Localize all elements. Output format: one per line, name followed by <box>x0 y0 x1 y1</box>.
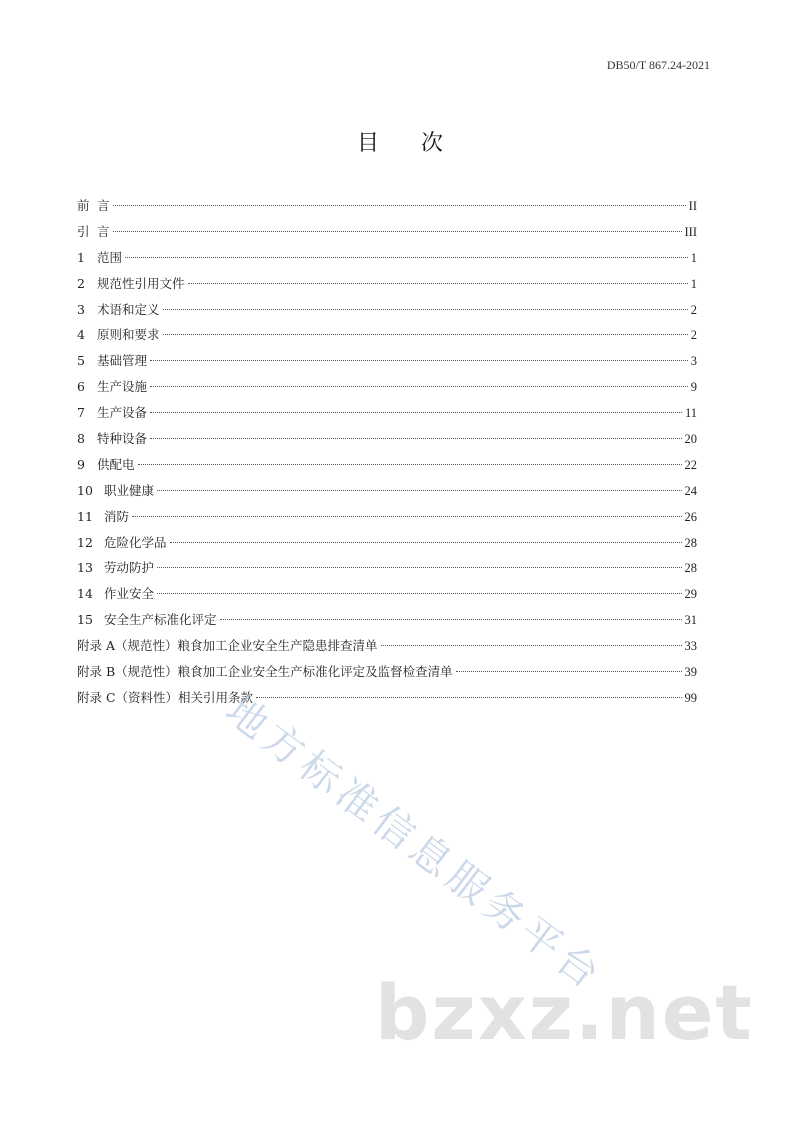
toc-entry-label <box>77 426 147 452</box>
toc-entry-text: 术语和定义 <box>97 301 160 317</box>
toc-entry-text: 附录 B（规范性）粮食加工企业安全生产标准化评定及监督检查清单 <box>77 664 453 680</box>
toc-entry-page: 2 <box>690 328 697 343</box>
toc-entry[interactable] <box>77 478 697 504</box>
toc-dot-leader <box>150 412 682 413</box>
watermark-logo: bzxz.net <box>375 968 754 1057</box>
toc-dot-leader <box>157 567 681 568</box>
toc-entry-page: 26 <box>684 509 697 524</box>
toc-entry-label <box>77 400 147 426</box>
toc-entry-text: 基础管理 <box>97 353 148 369</box>
toc-entry-number: 8 <box>77 431 85 447</box>
toc-entry-text: 供配电 <box>97 456 135 472</box>
toc-entry[interactable] <box>77 607 697 633</box>
toc-entry-text: 危险化学品 <box>104 534 167 550</box>
toc-entry-page: 28 <box>684 561 697 576</box>
toc-entry-text: 范围 <box>97 249 123 265</box>
toc-entry-label <box>77 348 147 374</box>
toc-dot-leader <box>157 490 681 491</box>
toc-entry-label <box>77 504 129 530</box>
toc-entry-number: 前 <box>77 198 90 213</box>
toc-dot-leader <box>150 360 688 361</box>
toc-dot-leader <box>113 231 682 232</box>
toc-entry-label <box>77 581 154 607</box>
toc-entry-number: 9 <box>77 456 85 472</box>
toc-entry[interactable] <box>77 659 697 685</box>
toc-entry-number: 15 <box>77 612 93 628</box>
toc-entry-number: 6 <box>77 379 85 395</box>
toc-dot-leader <box>163 309 688 310</box>
toc-entry-page: 28 <box>684 535 697 550</box>
toc-entry-text: 言 <box>97 223 110 239</box>
toc-entry[interactable] <box>77 193 697 219</box>
toc-title: 目次 <box>356 131 485 156</box>
toc-entry-text: 言 <box>97 198 110 213</box>
toc-entry-number: 7 <box>77 405 85 421</box>
toc-entry-page: 29 <box>684 587 697 602</box>
toc-entry[interactable] <box>77 504 697 530</box>
toc-dot-leader <box>170 542 682 543</box>
toc-entry-page: 22 <box>684 457 697 472</box>
toc-entry-number: 4 <box>77 327 85 343</box>
toc-entry-label <box>77 555 154 581</box>
toc-entry-label <box>77 607 217 633</box>
toc-entry-label <box>77 659 453 685</box>
toc-entry-page: 1 <box>690 276 697 291</box>
toc-dot-leader <box>150 386 688 387</box>
toc-entry-text: 附录 A（规范性）粮食加工企业安全生产隐患排查清单 <box>77 638 378 654</box>
toc-entry-label <box>77 530 167 556</box>
toc-entry-number: 1 <box>77 249 85 265</box>
toc-entry-page: 24 <box>684 483 697 498</box>
toc-dot-leader <box>125 257 688 258</box>
toc-entry[interactable] <box>77 685 697 711</box>
toc-entry-page: 2 <box>690 302 697 317</box>
watermark-text: 地方标准信息服务平台 <box>216 687 612 1001</box>
toc-entry-label <box>77 685 253 711</box>
toc-entry-label <box>77 297 160 323</box>
toc-entry-page: 20 <box>684 432 697 447</box>
toc-entry[interactable] <box>77 245 697 271</box>
toc-entry[interactable] <box>77 633 697 659</box>
toc-entry-label <box>77 452 135 478</box>
toc-entry-label <box>77 245 122 271</box>
toc-entry[interactable] <box>77 555 697 581</box>
toc-dot-leader <box>132 516 681 517</box>
toc-entry-label <box>77 478 154 504</box>
toc-list <box>77 193 697 711</box>
toc-entry-text: 原则和要求 <box>97 327 160 343</box>
toc-entry-page: 11 <box>684 406 697 421</box>
toc-entry-number: 10 <box>77 482 93 498</box>
toc-entry-page: 3 <box>690 354 697 369</box>
toc-dot-leader <box>113 205 686 206</box>
toc-entry[interactable] <box>77 348 697 374</box>
toc-entry-page: 39 <box>684 665 697 680</box>
toc-dot-leader <box>256 697 681 698</box>
toc-entry-label <box>77 219 110 245</box>
toc-entry-page: 1 <box>690 250 697 265</box>
toc-dot-leader <box>163 334 688 335</box>
toc-entry[interactable] <box>77 581 697 607</box>
toc-entry-number: 3 <box>77 301 85 317</box>
toc-entry[interactable] <box>77 374 697 400</box>
toc-entry-number: 13 <box>77 560 93 576</box>
toc-entry-page: 9 <box>690 380 697 395</box>
toc-entry[interactable] <box>77 219 697 245</box>
toc-entry-text: 生产设备 <box>97 405 148 421</box>
toc-dot-leader <box>150 438 681 439</box>
toc-dot-leader <box>157 593 681 594</box>
toc-entry-number: 14 <box>77 586 93 602</box>
toc-entry-label <box>77 633 378 659</box>
toc-dot-leader <box>138 464 682 465</box>
toc-entry-text: 特种设备 <box>97 431 148 447</box>
toc-entry-number: 引 <box>77 223 90 239</box>
toc-entry-number: 2 <box>77 275 85 291</box>
toc-entry-text: 作业安全 <box>104 586 155 602</box>
toc-entry-page: 99 <box>684 690 697 705</box>
toc-entry-page: 31 <box>684 613 697 628</box>
toc-entry[interactable] <box>77 271 697 297</box>
toc-entry[interactable] <box>77 452 697 478</box>
toc-entry[interactable] <box>77 400 697 426</box>
toc-entry-number: 5 <box>77 353 85 369</box>
toc-entry-label <box>77 271 185 297</box>
toc-entry-page: II <box>688 199 697 213</box>
toc-entry-text: 职业健康 <box>104 482 155 498</box>
toc-entry-text: 附录 C（资料性）相关引用条款 <box>77 689 254 705</box>
toc-entry[interactable] <box>77 426 697 452</box>
toc-entry-text: 安全生产标准化评定 <box>104 612 217 628</box>
toc-entry[interactable] <box>77 322 697 348</box>
toc-entry-text: 生产设施 <box>97 379 148 395</box>
toc-dot-leader <box>220 619 682 620</box>
toc-entry-number: 11 <box>77 508 93 524</box>
toc-dot-leader <box>188 283 688 284</box>
toc-entry-label <box>77 322 160 348</box>
toc-dot-leader <box>456 671 682 672</box>
toc-entry-page: 33 <box>684 639 697 654</box>
toc-entry-number: 12 <box>77 534 93 550</box>
toc-entry-label <box>77 374 147 400</box>
toc-entry-text: 劳动防护 <box>104 560 155 576</box>
toc-entry-page: III <box>684 224 697 239</box>
toc-entry-text: 消防 <box>104 508 130 524</box>
toc-entry[interactable] <box>77 297 697 323</box>
toc-dot-leader <box>381 645 682 646</box>
toc-entry[interactable] <box>77 530 697 556</box>
toc-entry-label <box>77 193 110 219</box>
document-id: DB50/T 867.24-2021 <box>606 58 710 72</box>
toc-entry-text: 规范性引用文件 <box>97 275 185 291</box>
